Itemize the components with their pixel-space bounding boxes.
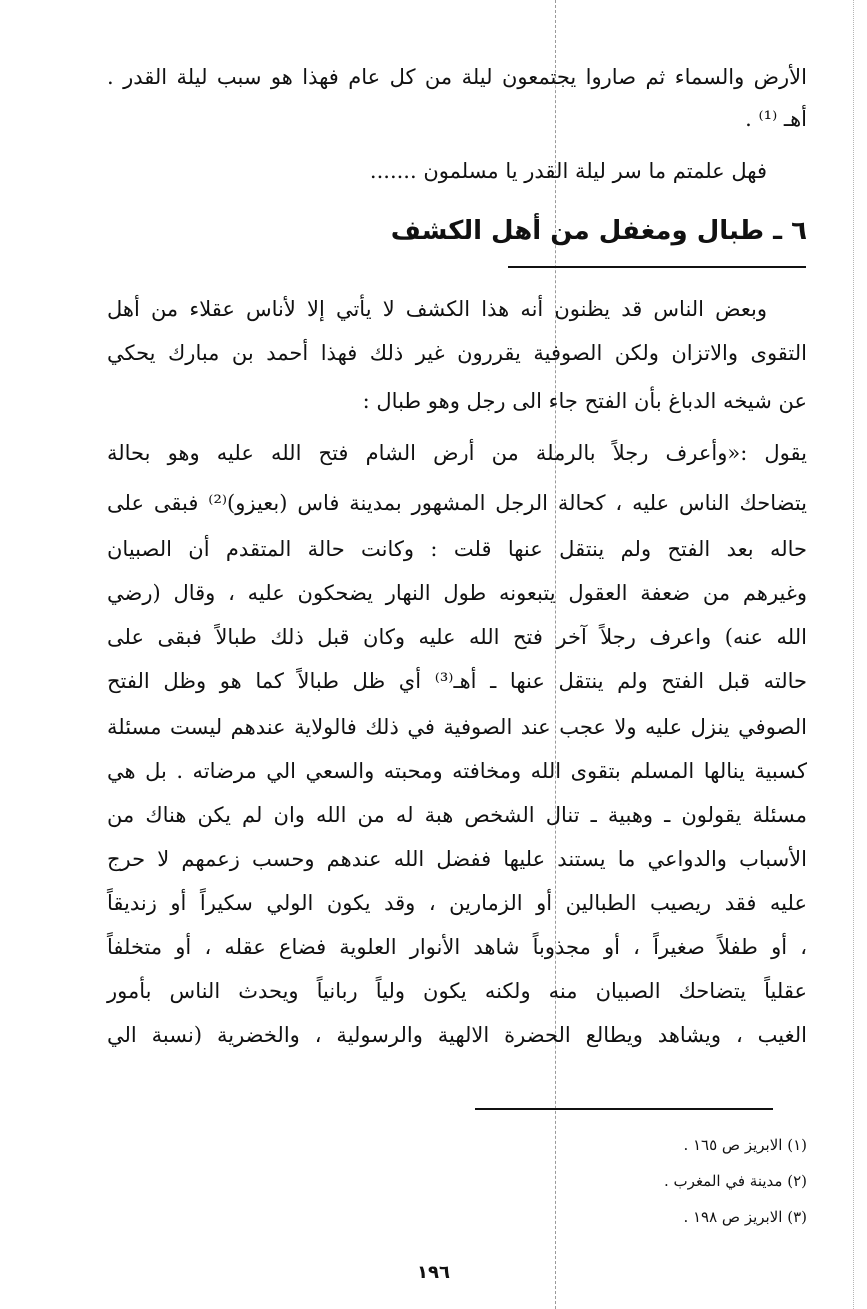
intro-question: فهل علمتم ما سر ليلة القدر يا مسلمون ....... [369,159,767,183]
intro-line-2: أهـ ⁽¹⁾ . [745,107,807,131]
body-line: يتضاحك الناس عليه ، كحالة الرجل المشهور بمدينة فاس (بعيزو)⁽²⁾ فبقى على [107,491,808,515]
body-line: الأسباب والدواعي ما يستند عليها ففضل الله عندهم وحسب زعمهم لا حرج [107,847,807,871]
body-line: مسئلة يقولون ـ وهبية ـ تنال الشخص هبة له من الله وان لم يكن هناك من [107,803,807,827]
body-line: عليه فقد ريصيب الطبالين أو الزمارين ، وقد يكون الولي سكيراً أو زنديقاً [107,891,807,915]
footnote-2: (٢) مدينة في المغرب . [664,1172,807,1190]
body-line: وبعض الناس قد يظنون أنه هذا الكشف لا يأتي إلا لأناس عقلاء من أهل [107,297,767,321]
body-line: ، أو طفلاً صغيراً ، أو مجذوباً شاهد الأنوار العلوية فضاع عقله ، أو متخلفاً [107,935,807,959]
body-line: حاله بعد الفتح ولم ينتقل عنها قلت : وكانت حالة المتقدم أن الصبيان [107,537,807,561]
footnote-1: (١) الابريز ص ١٦٥ . [683,1136,807,1154]
body-line: عن شيخه الدباغ بأن الفتح جاء الى رجل وهو طبال : [362,389,807,413]
body-line: حالته قبل الفتح ولم ينتقل عنها ـ أهـ⁽³⁾ أي ظل طبالاً كما هو وظل الفتح [107,669,807,693]
footnote-separator [475,1108,773,1110]
body-line: يقول :«وأعرف رجلاً بالرملة من أرض الشام فتح الله عليه وهو بحالة [107,441,807,465]
body-line: الغيب ، ويشاهد ويطالع الحضرة الالهية والرسولية ، والخضرية (نسبة الي [107,1023,807,1047]
body-line: الصوفي ينزل عليه ولا عجب عند الصوفية في ذلك فالولاية عندهم ليست مسئلة [107,715,807,739]
body-line: التقوى والاتزان ولكن الصوفية يقررون غير ذلك فهذا أحمد بن مبارك يحكي [107,341,807,365]
section-heading: ٦ ـ طبال ومغفل من أهل الكشف [390,216,807,246]
body-line: الله عنه) واعرف رجلاً آخر فتح الله عليه وكان قبل ذلك طبالاً فبقى على [107,625,807,649]
body-line: كسبية ينالها المسلم بتقوى الله ومخافته ومحبته والسعي الي مرضاته . بل هي [107,759,807,783]
page-number: ١٩٦ [417,1262,450,1283]
footnote-3: (٣) الابريز ص ١٩٨ . [683,1208,807,1226]
heading-underline [508,266,806,268]
body-line: عقلياً يتضاحك الصبيان منه ولكنه يكون ولياً ربانياً ويحدث الناس بأمور [107,979,807,1003]
intro-line-1: الأرض والسماء ثم صاروا يجتمعون ليلة من كل عام فهذا هو سبب ليلة القدر . [107,65,807,89]
body-line: وغيرهم من ضعفة العقول يتبعونه طول النهار يضحكون عليه ، وقال (رضي [107,581,807,605]
